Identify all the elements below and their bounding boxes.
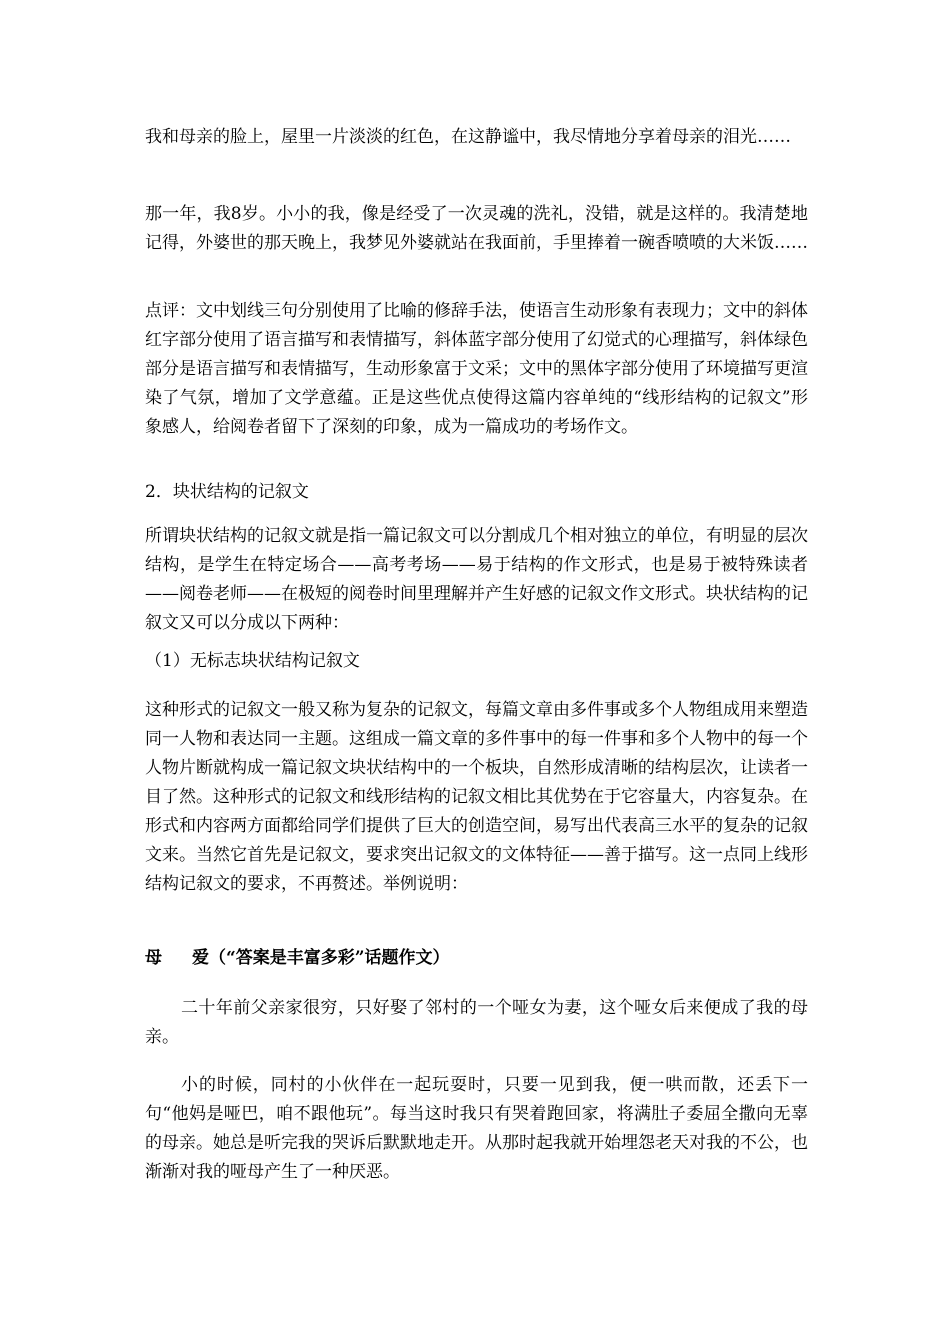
paragraph-childhood-teasing: 小的时候，同村的小伙伴在一起玩耍时，只要一见到我，便一哄而散，还丢下一句“他妈是哑巴，咱不跟他玩”。每当这时我只有哭着跑回家，将满肚子委屈全撒向无辜的母亲。她总是听完我的哭诉后默默地走开。从那时起我就开始埋怨老天对我的不公，也渐渐对我的哑母产生了一种厌恶。 bbox=[145, 1075, 808, 1182]
essay-title-rest: 爱（“答案是丰富多彩”话题作文） bbox=[192, 948, 450, 968]
paragraph-father-married: 二十年前父亲家很穷，只好娶了邻村的一个哑女为妻，这个哑女后来便成了我的母亲。 bbox=[145, 998, 808, 1047]
essay-title-first-char: 母 bbox=[145, 948, 162, 968]
paragraph-age-eight: 那一年，我8岁。小小的我，像是经受了一次灵魂的洗礼，没错，就是这样的。我清楚地记得，外婆世的那天晚上，我梦见外婆就站在我面前，手里捧着一碗香喷喷的大米饭…… bbox=[145, 204, 808, 253]
paragraph-commentary: 点评：文中划线三句分别使用了比喻的修辞手法，使语言生动形象有表现力；文中的斜体红字部分使用了语言描写和表情描写，斜体蓝字部分使用了幻觉式的心理描写，斜体绿色部分是语言描写和表情描写，生动形象富于文采；文中的黑体字部分使用了环境描写更渲染了气氛，增加了文学意蕴。正是这些优点使得这篇内容单纯的“线形结构的记叙文”形象感人，给阅卷者留下了深刻的印象，成为一篇成功的考场作文。 bbox=[145, 301, 808, 437]
paragraph-block-structure-definition: 所谓块状结构的记叙文就是指一篇记叙文可以分割成几个相对独立的单位，有明显的层次结构，是学生在特定场合——高考考场——易于结构的作文形式，也是易于被特殊读者——阅卷老师——在极短的阅卷时间里理解并产生好感的记叙文作文形式。块状结构的记叙文又可以分成以下两种： bbox=[145, 526, 808, 633]
paragraph-mother-tears: 我和母亲的脸上，屋里一片淡淡的红色，在这静谧中，我尽情地分享着母亲的泪光…… bbox=[145, 127, 791, 147]
subsection-heading-unmarked: （1）无标志块状结构记叙文 bbox=[145, 651, 360, 671]
section-heading-block-structure: 2．块状结构的记叙文 bbox=[145, 482, 309, 502]
essay-title bbox=[145, 944, 808, 973]
paragraph-complex-narrative: 这种形式的记叙文一般又称为复杂的记叙文，每篇文章由多件事或多个人物组成用来塑造同一人物和表达同一主题。这组成一篇文章的多件事中的每一件事和多个人物中的每一个人物片断就构成一篇记叙文块状结构中的一个板块，自然形成清晰的结构层次，让读者一目了然。这种形式的记叙文和线形结构的记叙文相比其优势在于它容量大，内容复杂。在形式和内容两方面都给同学们提供了巨大的创造空间，易写出代表高三水平的复杂的记叙文来。当然它首先是记叙文，要求突出记叙文的文体特征——善于描写。这一点同上线形结构记叙文的要求，不再赘述。举例说明： bbox=[145, 700, 808, 894]
